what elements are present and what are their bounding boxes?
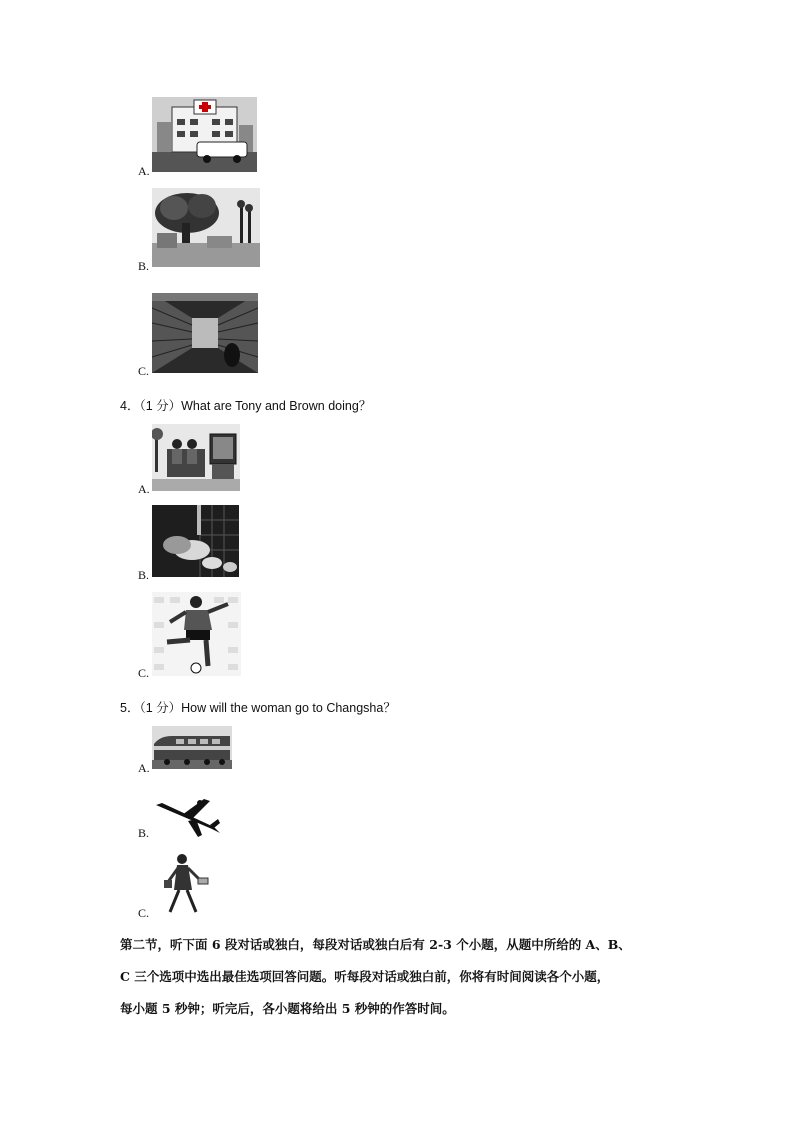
train-picture (152, 726, 232, 769)
section-2-line: 第二节，听下面 6 段对话或独白，每段对话或独白后有 2-3 个小题，从题中所给的 A、B、 (120, 937, 631, 952)
watching-tv-icon (152, 424, 240, 491)
playing-football-icon (152, 592, 241, 676)
section-2-line: 每小题 5 秒钟；听完后，各小题将给出 5 秒钟的作答时间。 (120, 1001, 455, 1016)
airplane-picture (152, 795, 224, 839)
section-2-line: C 三个选项中选出最佳选项回答问题。听每段对话或独白前，你将有时间阅读各个小题， (120, 969, 610, 984)
option-label: A. (138, 761, 150, 775)
library-bookshelves-icon (152, 293, 258, 373)
walking-woman-picture (160, 852, 214, 916)
option-label: B. (138, 826, 150, 840)
option-label: C. (138, 364, 150, 378)
library-picture (152, 293, 258, 373)
train-icon (152, 726, 232, 769)
option-label: B. (138, 568, 150, 582)
walking-woman-icon (160, 852, 214, 916)
washing-dishes-picture (152, 505, 239, 577)
option-label: C. (138, 906, 150, 920)
option-label: C. (138, 666, 150, 680)
washing-dishes-icon (152, 505, 239, 577)
question-4-text: 4．（1 分）What are Tony and Brown doing？ (120, 399, 372, 413)
question-5-text: 5．（1 分）How will the woman go to Changsha？ (120, 701, 396, 715)
park-tree-icon (152, 188, 260, 267)
hospital-building-icon (152, 97, 257, 172)
hospital-picture (152, 97, 257, 172)
option-label: A. (138, 482, 150, 496)
section-2-instructions (120, 929, 680, 1025)
playing-football-picture (152, 592, 241, 676)
option-label: B. (138, 259, 150, 273)
airplane-icon (152, 795, 224, 839)
park-picture (152, 188, 260, 267)
option-label: A. (138, 164, 150, 178)
watching-tv-picture (152, 424, 240, 491)
